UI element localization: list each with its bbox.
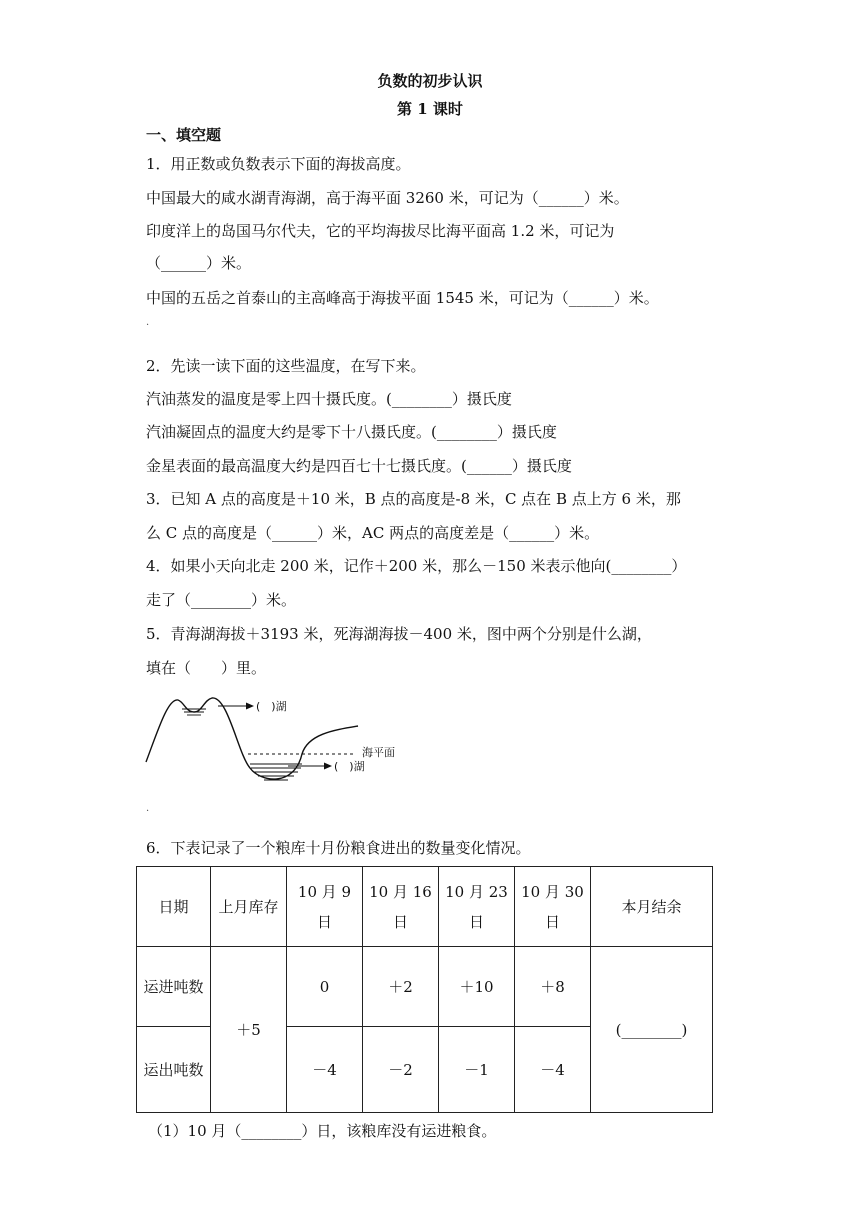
q1-part-c: 中国的五岳之首泰山的主高峰高于海拔平面 1545 米，可记为（______）米。 [146, 289, 659, 307]
in-value-cell: 0 [287, 947, 363, 1027]
upper-arrow-icon [218, 703, 254, 710]
table-header-cell: 10 月 9 日 [287, 867, 363, 947]
q5-line2: 填在（ ）里。 [146, 659, 267, 677]
page-title: 负数的初步认识 [377, 72, 483, 90]
out-value-cell: －4 [515, 1027, 591, 1113]
upper-lake-water [182, 709, 206, 715]
q2-part-a: 汽油蒸发的温度是零上四十摄氏度。(________）摄氏度 [146, 390, 512, 408]
in-value-cell: ＋8 [515, 947, 591, 1027]
in-value-cell: ＋2 [363, 947, 439, 1027]
table-header-cell: 10 月 16 日 [363, 867, 439, 947]
q3-line2: 么 C 点的高度是（______）米，AC 两点的高度差是（______）米。 [146, 524, 600, 542]
q2-part-b: 汽油凝固点的温度大约是零下十八摄氏度。(________）摄氏度 [146, 423, 557, 441]
table-header-row [137, 867, 713, 947]
table-header-cell: 10 月 23 日 [439, 867, 515, 947]
q4-line1: 4．如果小天向北走 200 米，记作＋200 米，那么－150 米表示他向(________） [146, 557, 687, 575]
q5-line1: 5．青海湖海拔＋3193 米，死海湖海拔－400 米，图中两个分别是什么湖， [146, 625, 652, 643]
table-header-cell: 本月结余 [591, 867, 713, 947]
row-in-label: 运进吨数 [137, 947, 211, 1027]
q4-line2: 走了（________）米。 [146, 591, 297, 609]
table-header-cell: 10 月 30 日 [515, 867, 591, 947]
in-value-cell: ＋10 [439, 947, 515, 1027]
q6-stem: 6．下表记录了一个粮库十月份粮食进出的数量变化情况。 [146, 839, 531, 857]
q1-part-b-line1: 印度洋上的岛国马尔代夫，它的平均海拔尽比海平面高 1.2 米，可记为 [146, 222, 615, 240]
upper-lake-label: ( )湖 [256, 700, 287, 713]
q6-sub1: （1）10 月（________）日，该粮库没有运进粮食。 [148, 1122, 497, 1140]
q1-part-a: 中国最大的咸水湖青海湖，高于海平面 3260 米，可记为（______）米。 [146, 189, 629, 207]
lake-elevation-diagram [138, 690, 418, 790]
table-header-cell: 日期 [137, 867, 211, 947]
table-header-cell: 上月库存 [211, 867, 287, 947]
q3-line1: 3．已知 A 点的高度是＋10 米，B 点的高度是-8 米，C 点在 B 点上方 6 米，那 [146, 490, 681, 508]
paragraph-mark: · [146, 320, 150, 331]
q1-stem: 1．用正数或负数表示下面的海拔高度。 [146, 155, 411, 173]
balance-blank-cell: (________) [591, 947, 713, 1113]
paragraph-mark: · [146, 806, 150, 817]
grain-table [136, 866, 713, 1113]
row-out-label: 运出吨数 [137, 1027, 211, 1113]
out-value-cell: －4 [287, 1027, 363, 1113]
q2-part-c: 金星表面的最高温度大约是四百七十七摄氏度。(______）摄氏度 [146, 457, 572, 475]
page-subtitle: 第 1 课时 [397, 100, 463, 118]
lower-lake-label: ( )湖 [334, 760, 365, 773]
out-value-cell: －2 [363, 1027, 439, 1113]
last-month-stock-cell: ＋5 [211, 947, 287, 1113]
sea-level-label: 海平面 [362, 746, 395, 759]
section-heading: 一、填空题 [146, 126, 222, 144]
table-row-in [137, 947, 713, 1027]
lower-arrow-icon [288, 763, 332, 770]
q1-part-b-line2: （______）米。 [146, 254, 252, 272]
q2-stem: 2．先读一读下面的这些温度，在写下来。 [146, 357, 426, 375]
out-value-cell: －1 [439, 1027, 515, 1113]
